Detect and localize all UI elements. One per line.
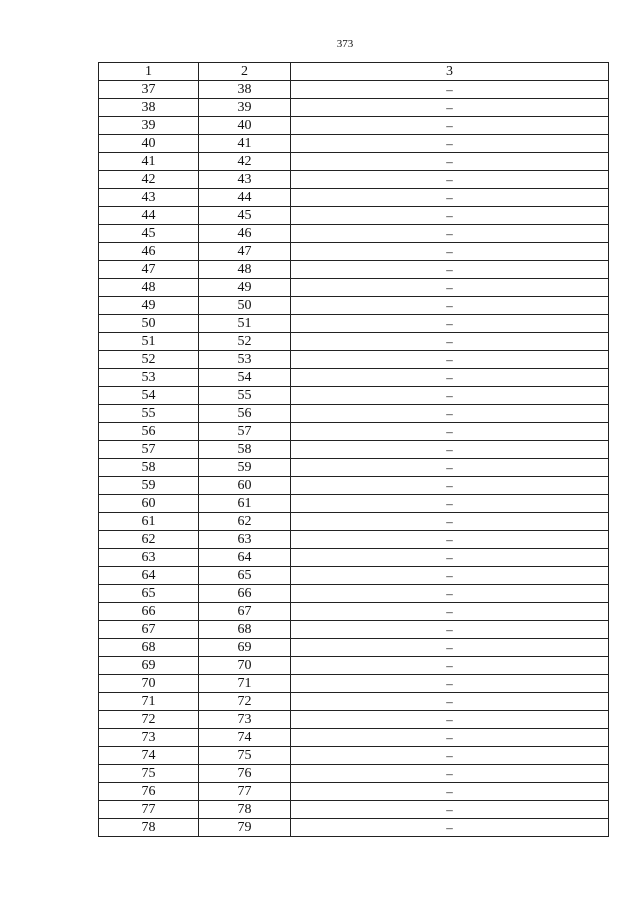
table-row	[99, 603, 609, 621]
table-row	[99, 153, 609, 171]
table-cell: 58	[199, 441, 291, 459]
table-cell: –	[291, 405, 609, 423]
table-cell: 43	[99, 189, 199, 207]
table-cell: –	[291, 315, 609, 333]
table-cell: 55	[199, 387, 291, 405]
table-row	[99, 819, 609, 837]
table-cell: 60	[199, 477, 291, 495]
table-row	[99, 729, 609, 747]
table-cell: –	[291, 225, 609, 243]
table-cell: 41	[199, 135, 291, 153]
table-row	[99, 117, 609, 135]
table-cell: 53	[199, 351, 291, 369]
table-cell: 61	[199, 495, 291, 513]
table-row	[99, 657, 609, 675]
table-cell: 37	[99, 81, 199, 99]
table-cell: –	[291, 189, 609, 207]
table-cell: –	[291, 369, 609, 387]
table-cell: 64	[99, 567, 199, 585]
table-cell: 55	[99, 405, 199, 423]
table-row	[99, 693, 609, 711]
table-row	[99, 711, 609, 729]
table-cell: 76	[99, 783, 199, 801]
table-cell: –	[291, 549, 609, 567]
table-cell: 52	[99, 351, 199, 369]
table-cell: 74	[199, 729, 291, 747]
table-row	[99, 405, 609, 423]
page-number: 373	[336, 38, 354, 50]
table-cell: 50	[199, 297, 291, 315]
table-cell: 54	[199, 369, 291, 387]
table-cell: –	[291, 729, 609, 747]
table-cell: 63	[199, 531, 291, 549]
table-cell: 40	[199, 117, 291, 135]
table-cell: 57	[199, 423, 291, 441]
column-header: 1	[99, 63, 199, 81]
table-cell: –	[291, 639, 609, 657]
table-row	[99, 639, 609, 657]
table-row	[99, 441, 609, 459]
table-row	[99, 225, 609, 243]
table-row	[99, 477, 609, 495]
table-row	[99, 351, 609, 369]
table-cell: 73	[99, 729, 199, 747]
table-cell: –	[291, 171, 609, 189]
table-row	[99, 675, 609, 693]
table-cell: –	[291, 279, 609, 297]
table-cell: 77	[99, 801, 199, 819]
table-cell: 76	[199, 765, 291, 783]
table-cell: 42	[99, 171, 199, 189]
table-cell: –	[291, 747, 609, 765]
table-cell: 78	[199, 801, 291, 819]
table-cell: –	[291, 153, 609, 171]
table-cell: 70	[99, 675, 199, 693]
table-cell: –	[291, 333, 609, 351]
table-cell: 62	[99, 531, 199, 549]
table-cell: 72	[199, 693, 291, 711]
table-cell: 43	[199, 171, 291, 189]
table-cell: 73	[199, 711, 291, 729]
table-cell: 44	[199, 189, 291, 207]
table-cell: 38	[99, 99, 199, 117]
table-cell: 54	[99, 387, 199, 405]
table-cell: 58	[99, 459, 199, 477]
table-cell: 59	[199, 459, 291, 477]
table-cell: 67	[199, 603, 291, 621]
table-cell: –	[291, 477, 609, 495]
table-cell: 56	[199, 405, 291, 423]
table-row	[99, 369, 609, 387]
table-cell: –	[291, 441, 609, 459]
table-row	[99, 783, 609, 801]
table-cell: –	[291, 675, 609, 693]
table-cell: 67	[99, 621, 199, 639]
table-cell: 41	[99, 153, 199, 171]
table-cell: –	[291, 819, 609, 837]
table-cell: –	[291, 81, 609, 99]
table-cell: 74	[99, 747, 199, 765]
table-cell: –	[291, 801, 609, 819]
table-cell: 66	[199, 585, 291, 603]
table-row	[99, 567, 609, 585]
table-cell: 46	[99, 243, 199, 261]
table-cell: 63	[99, 549, 199, 567]
table-cell: 39	[199, 99, 291, 117]
table-row	[99, 189, 609, 207]
table-cell: –	[291, 351, 609, 369]
table-cell: –	[291, 621, 609, 639]
table-cell: 47	[199, 243, 291, 261]
table-row	[99, 315, 609, 333]
table-cell: 71	[199, 675, 291, 693]
table-row	[99, 333, 609, 351]
table-cell: –	[291, 297, 609, 315]
table-cell: 61	[99, 513, 199, 531]
table-cell: –	[291, 117, 609, 135]
table-row	[99, 261, 609, 279]
table-row	[99, 135, 609, 153]
table-cell: –	[291, 783, 609, 801]
table-row	[99, 459, 609, 477]
table-cell: 59	[99, 477, 199, 495]
table-cell: –	[291, 459, 609, 477]
table-cell: 75	[199, 747, 291, 765]
table-cell: 48	[199, 261, 291, 279]
table-cell: 48	[99, 279, 199, 297]
table-row	[99, 765, 609, 783]
table-cell: 47	[99, 261, 199, 279]
table-row	[99, 99, 609, 117]
table-cell: 49	[99, 297, 199, 315]
table-cell: 51	[99, 333, 199, 351]
table-cell: –	[291, 495, 609, 513]
table-row	[99, 747, 609, 765]
table-row	[99, 531, 609, 549]
table-cell: –	[291, 711, 609, 729]
table-body	[99, 81, 609, 837]
table-cell: 69	[199, 639, 291, 657]
table-cell: 77	[199, 783, 291, 801]
table-cell: 68	[99, 639, 199, 657]
table-header	[99, 63, 609, 81]
table-cell: 71	[99, 693, 199, 711]
table-cell: 42	[199, 153, 291, 171]
table-cell: 65	[199, 567, 291, 585]
table-row	[99, 279, 609, 297]
table-cell: 49	[199, 279, 291, 297]
table-cell: 65	[99, 585, 199, 603]
table-cell: 51	[199, 315, 291, 333]
table-cell: 50	[99, 315, 199, 333]
table-cell: 46	[199, 225, 291, 243]
table-cell: –	[291, 99, 609, 117]
table-cell: 70	[199, 657, 291, 675]
table-cell: 45	[199, 207, 291, 225]
table-cell: 60	[99, 495, 199, 513]
table-row	[99, 243, 609, 261]
column-header: 2	[199, 63, 291, 81]
table-row	[99, 801, 609, 819]
table-cell: –	[291, 603, 609, 621]
table-cell: 40	[99, 135, 199, 153]
table-cell: 39	[99, 117, 199, 135]
table-row	[99, 387, 609, 405]
table-row	[99, 549, 609, 567]
table-cell: 52	[199, 333, 291, 351]
table-cell: 38	[199, 81, 291, 99]
table-row	[99, 513, 609, 531]
table-cell: 72	[99, 711, 199, 729]
table-cell: –	[291, 657, 609, 675]
table-cell: 78	[99, 819, 199, 837]
table-cell: 79	[199, 819, 291, 837]
table-row	[99, 585, 609, 603]
table-cell: –	[291, 135, 609, 153]
table-cell: 66	[99, 603, 199, 621]
table-cell: 64	[199, 549, 291, 567]
table-cell: 56	[99, 423, 199, 441]
table-row	[99, 621, 609, 639]
table-cell: –	[291, 693, 609, 711]
table-cell: –	[291, 207, 609, 225]
data-table	[98, 62, 609, 837]
table-row	[99, 81, 609, 99]
table-cell: –	[291, 513, 609, 531]
table-row	[99, 207, 609, 225]
column-header: 3	[291, 63, 609, 81]
table-cell: –	[291, 765, 609, 783]
table-cell: –	[291, 243, 609, 261]
table-cell: –	[291, 387, 609, 405]
table-cell: 57	[99, 441, 199, 459]
table-cell: 53	[99, 369, 199, 387]
table-cell: 44	[99, 207, 199, 225]
table-cell: 45	[99, 225, 199, 243]
table-cell: –	[291, 567, 609, 585]
table-cell: –	[291, 423, 609, 441]
table-cell: 69	[99, 657, 199, 675]
table-row	[99, 171, 609, 189]
table-row	[99, 495, 609, 513]
table-row	[99, 423, 609, 441]
table-cell: 75	[99, 765, 199, 783]
table-cell: 68	[199, 621, 291, 639]
table-cell: –	[291, 585, 609, 603]
table-cell: –	[291, 261, 609, 279]
header-row	[99, 63, 609, 81]
table-cell: 62	[199, 513, 291, 531]
table-row	[99, 297, 609, 315]
table-cell: –	[291, 531, 609, 549]
